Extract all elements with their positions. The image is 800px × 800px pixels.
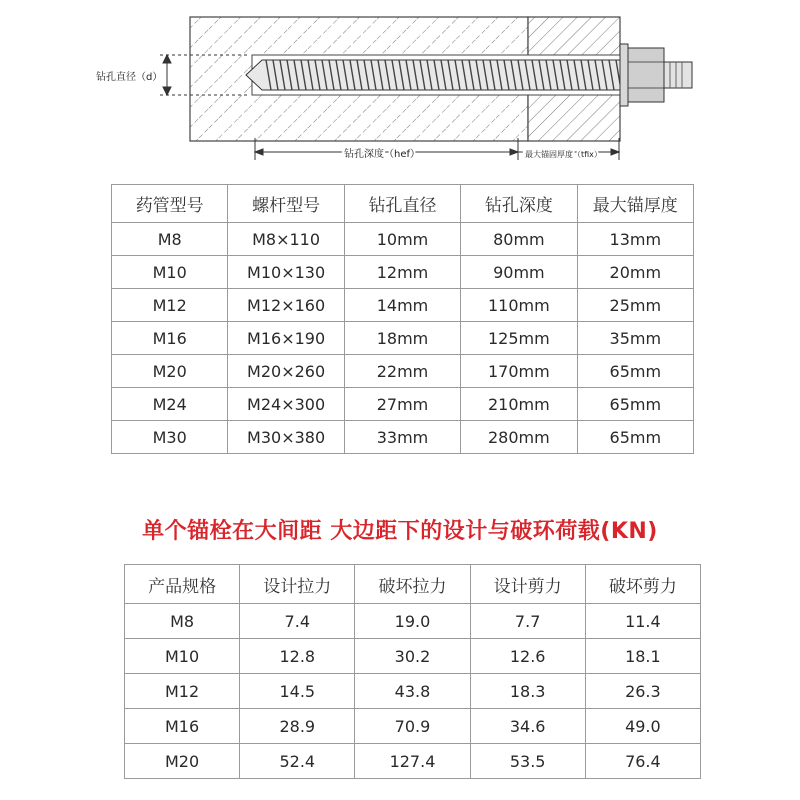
load-header-row <box>125 565 701 604</box>
table-cell: 12.8 <box>240 639 355 674</box>
table-row <box>112 256 694 289</box>
col-header: 钻孔直径 <box>344 185 460 223</box>
table-cell: 25mm <box>577 289 693 322</box>
load-table <box>124 564 701 779</box>
table-cell: M8×110 <box>228 223 344 256</box>
table-row <box>125 709 701 744</box>
threaded-rod <box>246 60 630 90</box>
table-cell: 90mm <box>461 256 577 289</box>
table-cell: M24×300 <box>228 388 344 421</box>
table-cell: 65mm <box>577 421 693 454</box>
table-cell: 52.4 <box>240 744 355 779</box>
table-row <box>125 674 701 709</box>
table-cell: 14.5 <box>240 674 355 709</box>
table-cell: M20×260 <box>228 355 344 388</box>
table-cell: 12.6 <box>470 639 585 674</box>
table-cell: 210mm <box>461 388 577 421</box>
table-row <box>112 322 694 355</box>
col-header: 钻孔深度 <box>461 185 577 223</box>
load-table-title: 单个锚栓在大间距 大边距下的设计与破环荷载(KN) <box>142 519 658 544</box>
table-cell: 110mm <box>461 289 577 322</box>
col-header: 最大锚厚度 <box>577 185 693 223</box>
col-header: 螺杆型号 <box>228 185 344 223</box>
table-cell: 11.4 <box>585 604 700 639</box>
table-row <box>125 744 701 779</box>
table-cell: 43.8 <box>355 674 470 709</box>
table-cell: 18mm <box>344 322 460 355</box>
hole-diameter-label: 钻孔直径（d） <box>96 72 163 83</box>
table-row <box>112 223 694 256</box>
table-cell: M12 <box>112 289 228 322</box>
table-cell: M30×380 <box>228 421 344 454</box>
table-cell: 18.1 <box>585 639 700 674</box>
table-cell: M16×190 <box>228 322 344 355</box>
table-cell: M20 <box>125 744 240 779</box>
table-cell: 27mm <box>344 388 460 421</box>
table-cell: 7.4 <box>240 604 355 639</box>
max-fixture-label: 最大锚固厚度（tfix） <box>525 150 602 159</box>
table-cell: 65mm <box>577 388 693 421</box>
table-cell: 20mm <box>577 256 693 289</box>
table-cell: 49.0 <box>585 709 700 744</box>
table-cell: 34.6 <box>470 709 585 744</box>
table-cell: M12×160 <box>228 289 344 322</box>
table-cell: 35mm <box>577 322 693 355</box>
table-cell: 7.7 <box>470 604 585 639</box>
table-cell: 70.9 <box>355 709 470 744</box>
table-cell: 28.9 <box>240 709 355 744</box>
table-row <box>125 639 701 674</box>
nut <box>628 48 664 102</box>
table-cell: 19.0 <box>355 604 470 639</box>
table-cell: M10 <box>125 639 240 674</box>
washer <box>620 44 628 106</box>
table-cell: 13mm <box>577 223 693 256</box>
table-cell: M10×130 <box>228 256 344 289</box>
hole-depth-label: 钻孔深度（hef） <box>344 149 421 160</box>
col-header: 设计剪力 <box>470 565 585 604</box>
table-cell: 14mm <box>344 289 460 322</box>
col-header: 设计拉力 <box>240 565 355 604</box>
table-cell: M20 <box>112 355 228 388</box>
table-cell: M10 <box>112 256 228 289</box>
table-row <box>112 388 694 421</box>
table-row <box>112 355 694 388</box>
table-cell: 280mm <box>461 421 577 454</box>
table-cell: M30 <box>112 421 228 454</box>
anchor-bolt-diagram <box>0 0 800 178</box>
table-row <box>112 421 694 454</box>
table-cell: 76.4 <box>585 744 700 779</box>
table-cell: M8 <box>112 223 228 256</box>
table-cell: 127.4 <box>355 744 470 779</box>
table-row <box>112 289 694 322</box>
rod-end <box>664 62 692 88</box>
table-cell: M8 <box>125 604 240 639</box>
table-cell: 65mm <box>577 355 693 388</box>
col-header: 破坏拉力 <box>355 565 470 604</box>
table-cell: M16 <box>112 322 228 355</box>
spec-table <box>111 184 694 454</box>
spec-header-row <box>112 185 694 223</box>
col-header: 产品规格 <box>125 565 240 604</box>
table-cell: 18.3 <box>470 674 585 709</box>
table-cell: M16 <box>125 709 240 744</box>
table-row <box>125 604 701 639</box>
table-cell: M24 <box>112 388 228 421</box>
col-header: 破坏剪力 <box>585 565 700 604</box>
table-cell: 22mm <box>344 355 460 388</box>
table-cell: 80mm <box>461 223 577 256</box>
table-cell: 10mm <box>344 223 460 256</box>
col-header: 药管型号 <box>112 185 228 223</box>
table-cell: M12 <box>125 674 240 709</box>
table-cell: 125mm <box>461 322 577 355</box>
table-cell: 30.2 <box>355 639 470 674</box>
table-cell: 26.3 <box>585 674 700 709</box>
table-cell: 12mm <box>344 256 460 289</box>
table-cell: 170mm <box>461 355 577 388</box>
table-cell: 53.5 <box>470 744 585 779</box>
table-cell: 33mm <box>344 421 460 454</box>
